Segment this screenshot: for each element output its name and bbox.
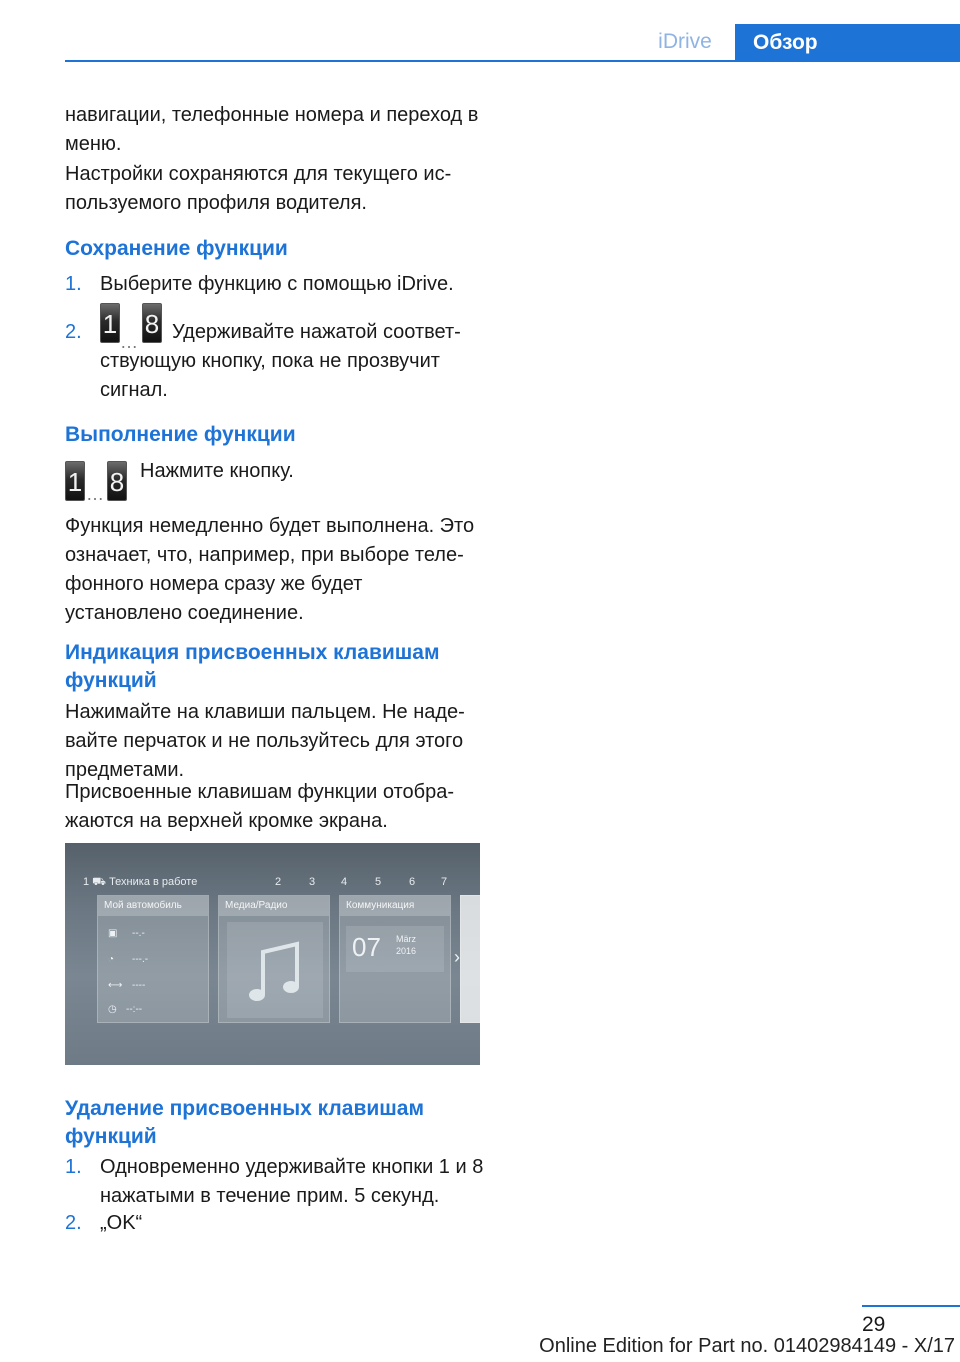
music-note-icon [219,916,331,1024]
footer-rule [862,1305,960,1307]
idrive-screen-image [65,843,480,1065]
step-number: 1. [65,1156,82,1178]
ellipsis-glyph: … [86,484,104,504]
preset-key-1-icon: 1 [65,461,85,501]
lock-icon: ▣ [108,928,118,939]
ellipsis-glyph: … [120,332,138,352]
heading-execute-function: Выполнение функции [65,423,296,446]
clock-icon: ◷ [108,1004,117,1015]
page-number: 29 [862,1313,886,1336]
favorite-key-6: 6 [409,876,416,888]
display-paragraph-2: Присвоенные клавишам функции отобра-жаются на верхней кромке экрана. [65,781,454,832]
tile-label: Коммуникация [340,896,450,916]
screen-status-label: 1 ⛟ Техника в работе [83,876,198,888]
tile-label: Медиа/Радио [219,896,329,916]
heading-delete-functions: Удаление присвоенных клавишам функций [65,1097,424,1148]
edition-note: Online Edition for Part no. 01402984149 - X/17 [539,1335,955,1357]
preset-key-1-icon: 1 [100,303,120,343]
favorite-key-2: 2 [275,876,282,888]
car-row-value: --:-- [126,1004,143,1015]
preset-key-8-icon: 8 [107,461,127,501]
step-text: Удерживайте нажатой соответ-ствующую кнопку, пока не прозвучит сигнал. [100,321,461,401]
preset-key-8-icon: 8 [142,303,162,343]
car-row-value: --.- [132,928,145,939]
tile-media [218,895,330,1023]
step-text: Одновременно удерживайте кнопки 1 и 8 нажатыми в течение прим. 5 секунд. [100,1156,484,1207]
tile-label: Мой автомобиль [98,896,208,916]
favorite-key-7: 7 [441,876,448,888]
press-key-text: Нажмите кнопку. [140,460,294,482]
intro-paragraph-1: навигации, телефонные номера и переход в меню. [65,104,479,155]
header-rule [65,60,960,62]
chevron-right-icon: › [454,947,460,967]
tile-my-vehicle [97,895,209,1023]
section-label: iDrive [658,30,712,53]
step-text: Выберите функцию с помощью iDrive. [100,273,454,295]
tile-communication [339,895,451,1023]
heading-save-function: Сохранение функции [65,237,288,260]
tile-partial [460,895,480,1023]
execute-paragraph: Функция немедленно будет выполнена. Это означает, что, например, при выборе теле-фонного номера сразу же будет установлено соединение. [65,515,475,624]
favorite-key-3: 3 [309,876,316,888]
step-number: 2. [65,321,82,343]
calendar-widget [346,926,444,972]
calendar-day: 07 [352,932,381,962]
range-icon: ⟷ [108,980,123,991]
gauge-icon: ◔ [108,954,115,965]
calendar-month: März [396,934,416,944]
car-row-value: ---.- [132,954,149,965]
step-number: 1. [65,273,82,295]
favorite-key-4: 4 [341,876,348,888]
chapter-tab[interactable]: Обзор [735,24,960,62]
step-text: „OK“ [100,1212,143,1234]
heading-display-functions: Индикация присвоенных клавишам функций [65,641,440,692]
calendar-year: 2016 [396,946,417,956]
display-paragraph-1: Нажимайте на клавиши пальцем. Не наде-вайте перчаток и не пользуйтесь для этого предметами. [65,701,465,781]
favorite-key-5: 5 [375,876,382,888]
intro-paragraph-2: Настройки сохраняются для текущего ис-пользуемого профиля водителя. [65,163,452,214]
step-number: 2. [65,1212,82,1234]
car-row-value: ---- [132,980,146,991]
